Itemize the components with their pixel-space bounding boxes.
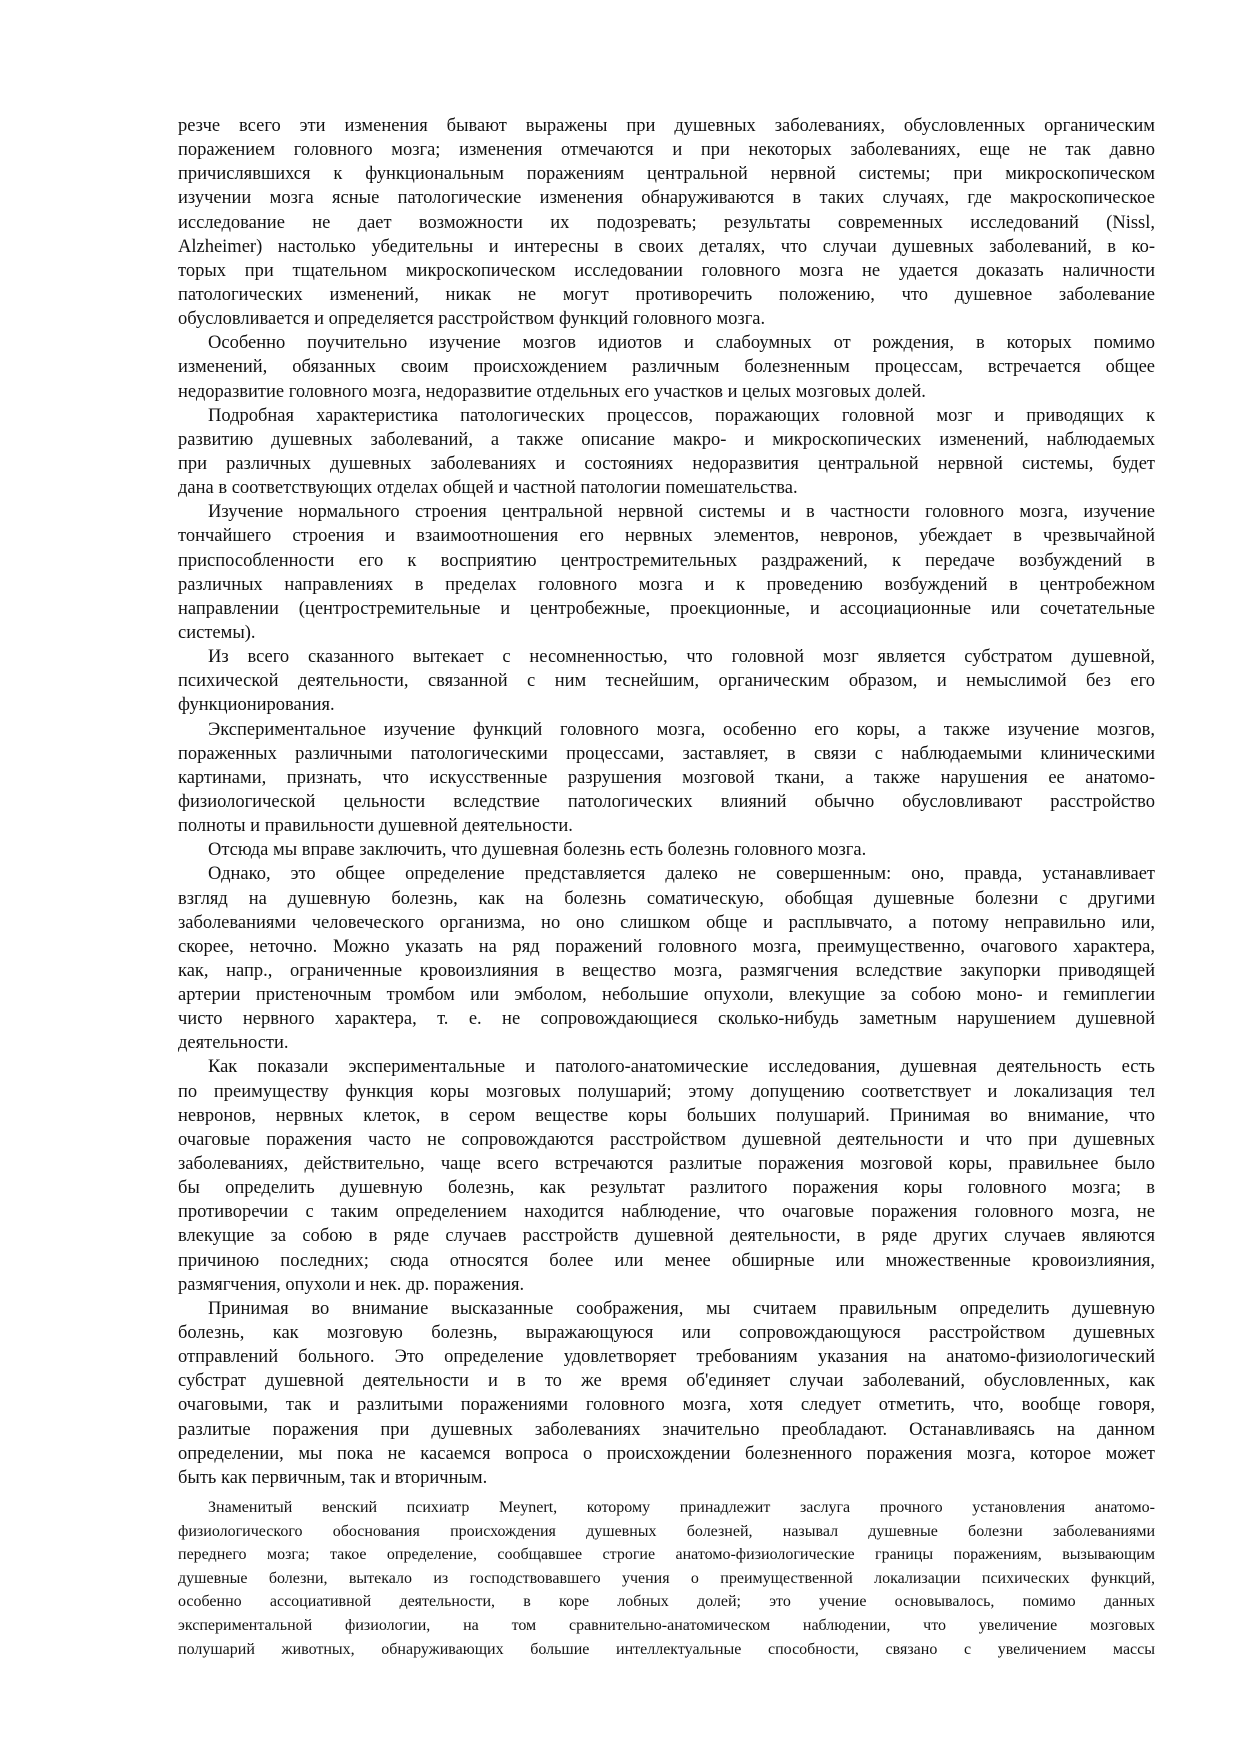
text-line: противоречии с таким определением находится наблюдение, что очаговые поражения головного мозга, не [178,1202,1155,1223]
text-line: особенно ассоциативной деятельности, в коре лобных долей; это учение основывалось, помимо данных [178,1593,1155,1611]
text-line: заболеваниях, действительно, чаще всего встречаются разлитые поражения мозговой коры, правильнее было [178,1154,1155,1175]
text-line: тончайшего строения и взаимоотношения его нервных элементов, невронов, убеждает в чрезвычайной [178,526,1155,547]
text-line: Отсюда мы вправе заключить, что душевная болезнь есть болезнь головного мозга. [208,840,867,861]
text-line: скорее, неточно. Можно указать на ряд поражений головного мозга, преимущественно, очагового характера, [178,936,1155,957]
text-line: приспособленности его к восприятию центростремительных раздражений, к передаче возбуждений в [178,550,1155,571]
paragraph [178,1496,1155,1661]
text-line: артерии пристеночным тромбом или эмболом, небольшие опухоли, влекущие за собою моно- и гемиплегии [178,985,1155,1006]
text-line: взгляд на душевную болезнь, как на болезнь соматическую, обобщая душевные болезни с другими [178,888,1155,909]
text-line: исследование не дает возможности их подозревать; результаты современных исследований (Nissl, [178,212,1155,233]
text-line: деятельности. [178,1033,289,1054]
text-line: Как показали экспериментальные и патолого-анатомические исследования, душевная деятельность есть [208,1057,1155,1078]
text-line: чисто нервного характера, т. е. не сопровождающиеся сколько-нибудь заметным нарушением душевной [178,1009,1155,1030]
text-line: направлении (центростремительные и центробежные, проекционные, и ассоциационные или сочетательные [178,598,1155,619]
text-line: разлитые поражения при душевных заболеваниях значительно преобладают. Останавливаясь на данном [178,1419,1155,1440]
document-page [178,114,1155,1661]
text-line: причиною последних; сюда относятся более или менее обширные или множественные кровоизлияния, [178,1250,1155,1271]
text-line: отправлений больного. Это определение удовлетворяет требованиям указания на анатомо-физиологический [178,1347,1155,1368]
paragraph [178,1055,1155,1296]
text-line: быть как первичным, так и вторичным. [178,1467,488,1488]
text-line: функционирования. [178,695,335,716]
text-line: очаговыми, так и разлитыми поражениями головного мозга, хотя следует отметить, что, вообще говоря, [178,1395,1155,1416]
text-line: Экспериментальное изучение функций головного мозга, особенно его коры, а также изучение мозгов, [208,719,1155,740]
text-line: субстрат душевной деятельности и в то же время об'единяет случаи заболеваний, обусловленных, как [178,1371,1155,1392]
text-line: переднего мозга; такое определение, сообщавшее строгие анатомо-физиологические границы поражениям, вызывающим [178,1546,1155,1564]
text-line: различных направлениях в пределах головного мозга и к проведению возбуждений в центробежном [178,574,1155,595]
text-line: невронов, нервных клеток, в сером веществе коры больших полушарий. Принимая во внимание, что [178,1105,1155,1126]
text-line: Из всего сказанного вытекает с несомненностью, что головной мозг является субстратом душевной, [208,647,1155,668]
text-line: полушарий животных, обнаруживающих большие интеллектуальные способности, связано с увеличением массы [178,1640,1155,1658]
text-line: Знаменитый венский психиатр Meynert, которому принадлежит заслуга прочного установления анатомо- [208,1499,1155,1517]
text-line: болезнь, как мозговую болезнь, выражающуюся или сопровождающуюся расстройством душевных [178,1323,1155,1344]
text-line: определении, мы пока не касаемся вопроса о происхождении болезненного поражения мозга, которое может [178,1443,1155,1464]
text-line: полноты и правильности душевной деятельности. [178,816,573,837]
text-line: обусловливается и определяется расстройством функций головного мозга. [178,309,766,330]
text-line: пораженных различными патологическими процессами, заставляет, в связи с наблюдаемыми клиническими [178,743,1155,764]
text-line: поражением головного мозга; изменения отмечаются и при некоторых заболеваниях, еще не так давно [178,140,1155,161]
text-line: экспериментальной физиологии, на том сравнительно-анатомическом наблюдении, что увеличение мозговых [178,1616,1155,1634]
text-line: физиологического обоснования происхождения душевных болезней, называл душевные болезни заболеваниями [178,1522,1155,1540]
text-line: как, напр., ограниченные кровоизлияния в вещество мозга, размягчения вследствие закупорки приводящей [178,960,1155,981]
paragraph [178,500,1155,645]
text-line: резче всего эти изменения бывают выражены при душевных заболеваниях, обусловленных органическим [178,116,1155,136]
paragraph [178,838,1155,862]
text-line: влекущие за собою в ряде случаев расстройств душевной деятельности, в ряде других случаев являются [178,1226,1155,1247]
paragraph [178,114,1155,331]
text-line: изучении мозга ясные патологические изменения обнаруживаются в таких случаях, где макроскопическое [178,188,1155,209]
text-line: душевные болезни, вытекало из господствовавшего учения о преимущественной локализации психических функций, [178,1569,1155,1587]
text-line: Принимая во внимание высказанные соображения, мы считаем правильным определить душевную [208,1298,1155,1319]
text-line: Изучение нормального строения центральной нервной системы и в частности головного мозга, изучение [208,502,1155,523]
paragraph [178,718,1155,839]
paragraph [178,862,1155,1055]
text-line: изменений, обязанных своим происхождением различным болезненным процессам, встречается общее [178,357,1155,378]
text-line: картинами, признать, что искусственные разрушения мозговой ткани, а также нарушения ее анатомо- [178,767,1155,788]
text-line: размягчения, опухоли и нек. др. поражения. [178,1274,525,1295]
text-line: психической деятельности, связанной с ним теснейшим, органическим образом, и немыслимой без его [178,671,1155,692]
text-line: недоразвитие головного мозга, недоразвитие отдельных его участков и целых мозговых долей. [178,381,926,402]
paragraph [178,404,1155,501]
paragraph [178,331,1155,403]
text-line: при различных душевных заболеваниях и состояниях недоразвития центральной нервной системы, будет [178,453,1155,474]
text-line: бы определить душевную болезнь, как результат разлитого поражения коры головного мозга; в [178,1178,1155,1199]
text-line: развитию душевных заболеваний, а также описание макро- и микроскопических изменений, наблюдаемых [178,429,1155,450]
text-line: Особенно поучительно изучение мозгов идиотов и слабоумных от рождения, в которых помимо [208,333,1155,354]
text-line: по преимуществу функция коры мозговых полушарий; этому допущению соответствует и локализация тел [178,1081,1155,1102]
text-line: Однако, это общее определение представляется далеко не совершенным: оно, правда, устанавливает [208,864,1155,885]
text-line: патологических изменений, никак не могут противоречить положению, что душевное заболевание [178,284,1155,305]
paragraph [178,1297,1155,1490]
text-line: Alzheimer) настолько убедительны и интересны в своих деталях, что случаи душевных заболеваний, в ко- [178,236,1155,257]
text-line: системы). [178,622,256,643]
text-line: очаговые поражения часто не сопровождаются расстройством душевной деятельности и что при душевных [178,1129,1155,1150]
text-line: торых при тщательном микроскопическом исследовании головного мозга не удается доказать наличности [178,260,1155,281]
text-line: дана в соответствующих отделах общей и частной патологии помешательства. [178,478,798,499]
text-line: причислявшихся к функциональным поражениям центральной нервной системы; при микроскопическом [178,164,1155,185]
text-line: заболеваниями человеческого организма, но оно слишком обще и расплывчато, а потому неправильно или, [178,912,1155,933]
paragraph [178,645,1155,717]
text-line: Подробная характеристика патологических процессов, поражающих головной мозг и приводящих к [208,405,1155,426]
text-line: физиологической цельности вследствие патологических влияний обычно обусловливают расстройство [178,791,1155,812]
